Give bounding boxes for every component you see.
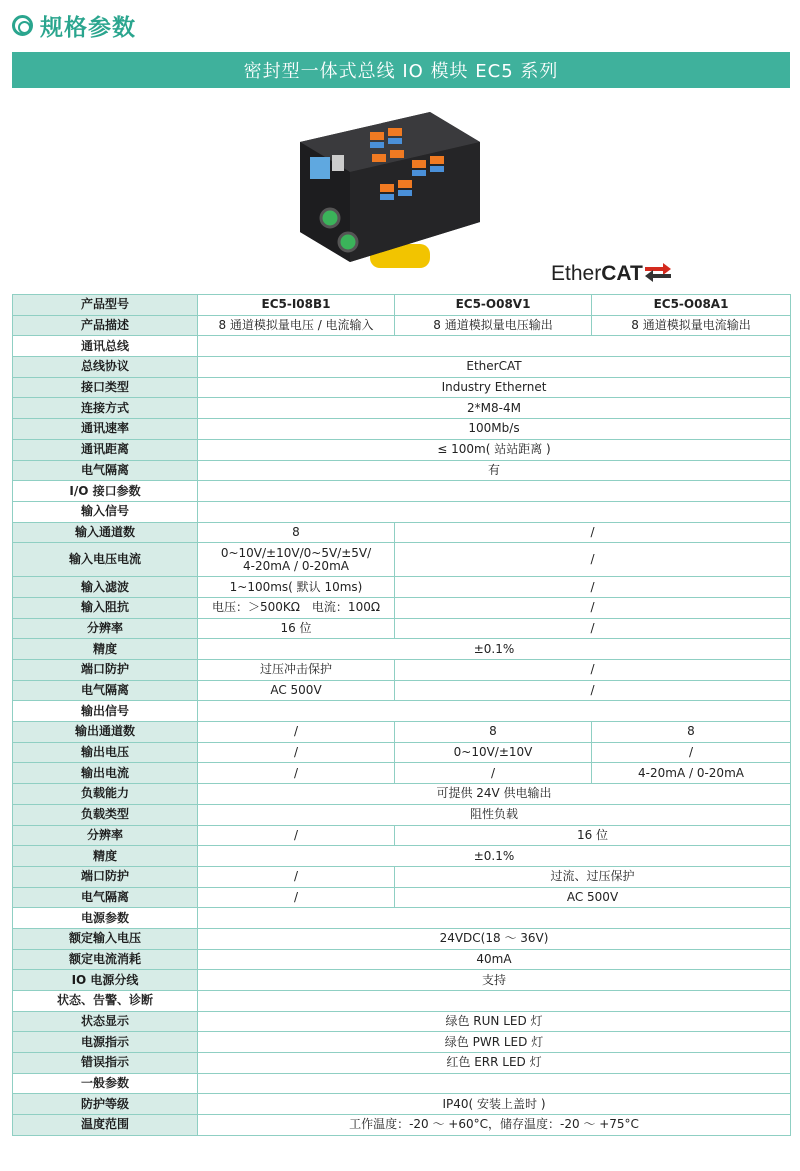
table-row (13, 887, 791, 908)
row-label: 输入通道数 (13, 522, 198, 543)
table-row (13, 722, 791, 743)
row-label: 电气隔离 (13, 887, 198, 908)
row-label: 产品描述 (13, 315, 198, 336)
table-row (13, 804, 791, 825)
table-row (13, 742, 791, 763)
value-cell: AC 500V (198, 680, 395, 701)
group-row (13, 991, 791, 1012)
value-cell: / (395, 577, 791, 598)
logo-text-cat: CAT (601, 262, 643, 285)
value-cell: Industry Ethernet (198, 377, 791, 398)
value-cell: 过压冲击保护 (198, 660, 395, 681)
value-cell: AC 500V (395, 887, 791, 908)
value-cell: IP40( 安装上盖时 ) (198, 1094, 791, 1115)
spec-table (12, 294, 791, 1136)
row-label: 端口防护 (13, 660, 198, 681)
value-cell: / (395, 522, 791, 543)
value-cell: 有 (198, 460, 791, 481)
subgroup-row (13, 701, 791, 722)
table-row (13, 866, 791, 887)
table-row (13, 846, 791, 867)
table-row-desc (13, 315, 791, 336)
value-cell: / (198, 742, 395, 763)
value-cell: / (198, 722, 395, 743)
group-row (13, 908, 791, 929)
row-label: 精度 (13, 846, 198, 867)
table-row (13, 439, 791, 460)
value-cell: 1~100ms( 默认 10ms) (198, 577, 395, 598)
value-line: 0~10V/±10V/0~5V/±5V/ (220, 545, 372, 560)
group-label: 通讯总线 (13, 336, 198, 357)
model-cell: EC5-O08V1 (395, 295, 592, 316)
value-cell: 红色 ERR LED 灯 (198, 1053, 791, 1074)
table-row (13, 419, 791, 440)
table-row (13, 1053, 791, 1074)
value-cell: 0~10V/±10V (395, 742, 592, 763)
row-label: 输出电压 (13, 742, 198, 763)
value-cell: 8 通道模拟量电压 / 电流输入 (198, 315, 395, 336)
group-row (13, 481, 791, 502)
value-cell: / (395, 680, 791, 701)
table-row (13, 1032, 791, 1053)
table-row (13, 949, 791, 970)
value-cell: / (198, 866, 395, 887)
value-cell: / (395, 660, 791, 681)
row-label: 精度 (13, 639, 198, 660)
value-cell: 8 通道模拟量电流输出 (592, 315, 791, 336)
section-header (12, 8, 136, 42)
value-cell: / (198, 887, 395, 908)
value-cell: / (198, 825, 395, 846)
row-label: 电源指示 (13, 1032, 198, 1053)
value-cell: / (395, 543, 791, 577)
table-row (13, 970, 791, 991)
group-label: I/O 接口参数 (13, 481, 198, 502)
table-row (13, 597, 791, 618)
value-cell: 40mA (198, 949, 791, 970)
value-cell: 16 位 (395, 825, 791, 846)
table-row (13, 357, 791, 378)
row-label: 分辨率 (13, 618, 198, 639)
logo-text-ether: Ether (551, 262, 602, 285)
ethercat-logo (551, 256, 671, 286)
subgroup-label: 输入信号 (13, 501, 198, 522)
value-cell: / (395, 597, 791, 618)
group-row (13, 336, 791, 357)
value-cell: 2*M8-4M (198, 398, 791, 419)
product-image (280, 102, 500, 280)
value-cell: 8 通道模拟量电压输出 (395, 315, 592, 336)
table-row (13, 522, 791, 543)
subgroup-label: 输出信号 (13, 701, 198, 722)
value-cell: 4-20mA / 0-20mA (592, 763, 791, 784)
row-label: 通讯距离 (13, 439, 198, 460)
row-label: 电气隔离 (13, 680, 198, 701)
row-label: 输出电流 (13, 763, 198, 784)
value-cell: 过流、过压保护 (395, 866, 791, 887)
table-row-model (13, 295, 791, 316)
row-label: 输出通道数 (13, 722, 198, 743)
model-cell: EC5-I08B1 (198, 295, 395, 316)
row-label: 电气隔离 (13, 460, 198, 481)
table-row (13, 784, 791, 805)
table-row (13, 1115, 791, 1136)
row-label: 总线协议 (13, 357, 198, 378)
model-cell: EC5-O08A1 (592, 295, 791, 316)
row-label: 负载类型 (13, 804, 198, 825)
row-label: 错误指示 (13, 1053, 198, 1074)
value-line: 4-20mA / 0-20mA (243, 558, 349, 573)
row-label: 端口防护 (13, 866, 198, 887)
row-label: 通讯速率 (13, 419, 198, 440)
table-row (13, 639, 791, 660)
value-cell: 8 (395, 722, 592, 743)
value-cell: ±0.1% (198, 639, 791, 660)
subgroup-row (13, 501, 791, 522)
value-cell: 支持 (198, 970, 791, 991)
value-cell: 24VDC(18 ～ 36V) (198, 928, 791, 949)
value-cell: ≤ 100m( 站站距离 ) (198, 439, 791, 460)
table-row (13, 460, 791, 481)
table-row (13, 618, 791, 639)
value-cell: / (198, 763, 395, 784)
value-cell: 可提供 24V 供电输出 (198, 784, 791, 805)
row-label: 负载能力 (13, 784, 198, 805)
row-label: 额定输入电压 (13, 928, 198, 949)
value-cell: ±0.1% (198, 846, 791, 867)
row-label: 产品型号 (13, 295, 198, 316)
value-cell: 16 位 (198, 618, 395, 639)
value-cell: 8 (198, 522, 395, 543)
table-row (13, 377, 791, 398)
value-cell: 阻性负载 (198, 804, 791, 825)
value-cell: 工作温度：-20 ～ +60°C，储存温度：-20 ～ +75°C (198, 1115, 791, 1136)
table-row (13, 825, 791, 846)
table-row (13, 928, 791, 949)
series-banner: 密封型一体式总线 IO 模块 EC5 系列 (12, 52, 790, 88)
value-cell: / (395, 763, 592, 784)
table-row (13, 763, 791, 784)
row-label: 温度范围 (13, 1115, 198, 1136)
table-row (13, 680, 791, 701)
row-label: 状态显示 (13, 1011, 198, 1032)
group-label: 状态、告警、诊断 (13, 991, 198, 1012)
table-row (13, 1094, 791, 1115)
section-title: 规格参数 (40, 14, 136, 41)
table-row (13, 660, 791, 681)
value-cell: / (395, 618, 791, 639)
table-row (13, 543, 791, 577)
row-label: 输入阻抗 (13, 597, 198, 618)
table-row (13, 1011, 791, 1032)
row-label: 连接方式 (13, 398, 198, 419)
target-circle-icon (12, 15, 33, 36)
row-label: 接口类型 (13, 377, 198, 398)
table-row (13, 398, 791, 419)
value-cell: 100Mb/s (198, 419, 791, 440)
group-row (13, 1073, 791, 1094)
row-label: 输入滤波 (13, 577, 198, 598)
row-label: 分辨率 (13, 825, 198, 846)
value-cell: 8 (592, 722, 791, 743)
ethercat-arrows-icon (645, 262, 671, 282)
value-cell: 绿色 PWR LED 灯 (198, 1032, 791, 1053)
table-row (13, 577, 791, 598)
row-label: 防护等级 (13, 1094, 198, 1115)
value-cell: 绿色 RUN LED 灯 (198, 1011, 791, 1032)
row-label: 输入电压电流 (13, 543, 198, 577)
group-label: 一般参数 (13, 1073, 198, 1094)
value-cell: / (592, 742, 791, 763)
value-cell: EtherCAT (198, 357, 791, 378)
value-cell (198, 543, 395, 577)
row-label: 额定电流消耗 (13, 949, 198, 970)
value-cell: 电压：＞500KΩ 电流：100Ω (198, 597, 395, 618)
row-label: IO 电源分线 (13, 970, 198, 991)
group-label: 电源参数 (13, 908, 198, 929)
